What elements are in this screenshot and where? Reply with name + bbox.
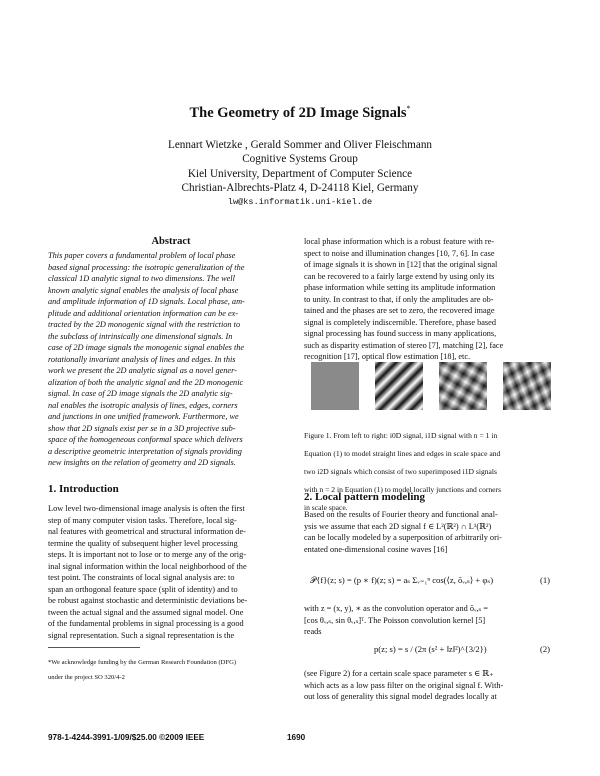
caption-line: two i2D signals which consist of two superimposed i1D signals [304,466,497,476]
body-line: to unity. In contrast to that, if only the amplitudes are ob- [304,294,494,304]
abstract-line: signal. In case of 2D image signals the 2D analytic sig- [48,389,233,398]
i2d-signal-image-1 [439,362,487,410]
introduction-line: inal signal information within the local neighborhood of the [48,561,247,571]
after-equation-2-text [304,668,550,703]
caption-line: in scale space. [304,502,348,512]
introduction-line: span an orthogonal feature space (split of identity) and to [48,584,238,594]
section-heading-local-pattern: 2. Local pattern modeling [304,491,425,503]
abstract-heading: Abstract [151,236,191,247]
footnote-rule [48,647,140,648]
author-email[interactable]: lw@ks.informatik.uni-kiel.de [227,197,373,208]
title-footnote-mark: * [406,104,411,113]
abstract-line: tracted by the 2D monogenic signal with the restriction to [48,320,241,329]
body-line: [cos θᵥ,ₛ, sin θᵥ,ₛ]ᵀ. The Poisson convolution kernel [5] [304,615,486,625]
equation-1-text: 𝒫{f}(z; s) = (p ∗ f)(z; s) = aₛ Σᵥ₌₁ⁿ cos(⟨z, ōᵥ,ₛ⟩ + φₛ) [310,575,494,585]
section-2-line: can be locally modeled by a superposition of arbitrarily ori- [304,533,502,542]
body-line: phase information while setting its amplitude information [304,283,496,292]
section-2-line: Based on the results of Fourier theory and functional anal- [304,510,498,519]
equation-2-text: p(z; s) = s / (2π (s² + ‖z‖²)^{3/2}) [374,644,487,654]
body-line: reads [304,627,322,636]
figure-1 [311,362,551,410]
section-2-body [304,509,550,555]
equation-1 [304,575,550,589]
introduction-line: Low level two-dimensional image analysis is often the first [48,504,245,513]
body-line: with z = (x, y), ∗ as the convolution operator and ōᵥ,ₛ = [304,604,489,613]
i1d-signal-image [375,362,423,410]
abstract-line: alization of both the analytic signal and the 2D monogenic [48,377,244,387]
introduction-line: test point. The constraints of local signal analysis are: to [48,573,235,582]
after-equation-1-text [304,603,550,638]
abstract-line: case of 2D image signals the monogenic signal enables the [48,343,245,352]
author-block [0,138,600,209]
footnote-line: under the project SO 320/4-2 [48,673,125,681]
figure-1-images [311,362,551,410]
footer-copyright: 978-1-4244-3991-1/09/$25.00 ©2009 IEEE [48,733,205,742]
introduction-line: steps. It is important not to lose or to merge any of the orig- [48,550,247,559]
introduction-line: nal features with geometrical and structural information de- [48,527,246,536]
introduction-line: tween the actual signal and the assumed signal model. One [48,607,244,617]
i0d-signal-image [311,362,359,410]
section-heading-introduction: 1. Introduction [48,483,119,495]
body-line: recognition [17], optical flow estimation [18], etc. [304,352,471,361]
abstract-line: new insights on the relation of geometry and 2D signals. [48,458,236,467]
introduction-line: step of many computer vision tasks. Therefore, local sig- [48,515,237,525]
abstract-line: and amplitude information of 1D signals. Local phase, am- [48,297,245,306]
abstract-line: space of the homogeneous conformal space which delivers [48,435,243,444]
abstract-line: show that 2D signals exist per se in a 3D projective sub- [48,423,236,433]
abstract-line: plitude and additional orientation information can be ex- [48,308,239,318]
body-line: signal processing has found success in many applications, [304,329,497,338]
body-line: local phase information which is a robust feature with re- [304,237,495,246]
introduction-body [48,503,294,641]
introduction-line: signal representation. Such a signal representation is the [48,630,235,640]
caption-line: with n = 2 in Equation (1) to model locally junctions and corners [304,484,502,494]
body-line: can be recovered to a fairly large extend by using only its [304,271,495,281]
section-2-line: entated one-dimensional cosine waves [16] [304,544,448,554]
abstract-line: known analytic signal enables the analysis of local phase [48,285,239,295]
section-2-line: ysis we assume that each 2D signal f ∈ L²(ℝ²) ∩ L¹(ℝ²) [304,521,492,531]
caption-line: Figure 1. From left to right: i0D signal, i1D signal with n = 1 in [304,430,498,440]
figure-1-caption [304,423,550,521]
affiliation-university: Kiel University, Department of Computer Science [187,167,413,180]
i2d-signal-image-2 [503,362,551,410]
abstract-line: nal enables the isotropic analysis of lines, edges, corners [48,400,238,410]
abstract-line: classical 1D analytic signal to two dimensions. The well [48,274,235,283]
authors: Lennart Wietzke , Gerald Sommer and Oliver Fleischmann [167,139,433,151]
abstract-line: This paper covers a fundamental problem of local phase [48,251,236,260]
abstract-line: rotationally invariant analysis of lines and edges. In this [48,354,236,364]
title-text: The Geometry of 2D Image Signals [189,104,407,121]
body-line: signal is completely indiscernible. Therefore, phase based [304,317,496,327]
equation-2-number: (2) [539,644,550,654]
introduction-line: of the fundamental problems in signal processing is a good [48,619,244,628]
body-line: tained and the phases are set to zero, the recovered image [304,306,495,315]
right-column-intro-continued [304,236,550,363]
footnote [48,652,294,689]
equation-2 [304,644,550,658]
equation-1-number: (1) [539,575,550,585]
page-number: 1690 [287,733,306,742]
abstract-line: a descriptive geometric interpretation of signals providing [48,446,242,456]
introduction-line: termine the quality of subsequent higher level processing [48,538,238,548]
paper-title [0,104,600,122]
affiliation-group: Cognitive Systems Group [242,153,358,166]
footnote-line: *We acknowledge funding by the German Research Foundation (DFG) [48,658,237,666]
body-line: (see Figure 2) for a certain scale space parameter s ∈ ℝ₊ [304,669,494,678]
abstract-line: work we present the 2D analytic signal as a novel gener- [48,366,237,375]
abstract-body [48,250,294,469]
body-line: such as disparity estimation of stereo [7], matching [2], face [304,340,504,350]
abstract-line: the subclass of intrinsically one dimensional signals. In [48,331,233,341]
introduction-line: be robust against stochastic and deterministic deviations be- [48,596,248,605]
abstract-line: and junctions in one unified framework. Furthermore, we [48,412,239,421]
body-line: of image signals it is shown in [12] that the original signal [304,260,498,269]
affiliation-address: Christian-Albrechts-Platz 4, D-24118 Kiel, Germany [181,181,419,194]
body-line: which acts as a low pass filter on the original signal f. With- [304,680,504,690]
abstract-line: based signal processing: the isotropic generalization of the [48,262,245,272]
caption-line: Equation (1) to model straight lines and edges in scale space and [304,448,501,458]
body-line: out loss of generality this signal model degrades locally at [304,692,497,701]
body-line: spect to noise and illumination changes [10, 7, 6]. In case [304,248,495,258]
